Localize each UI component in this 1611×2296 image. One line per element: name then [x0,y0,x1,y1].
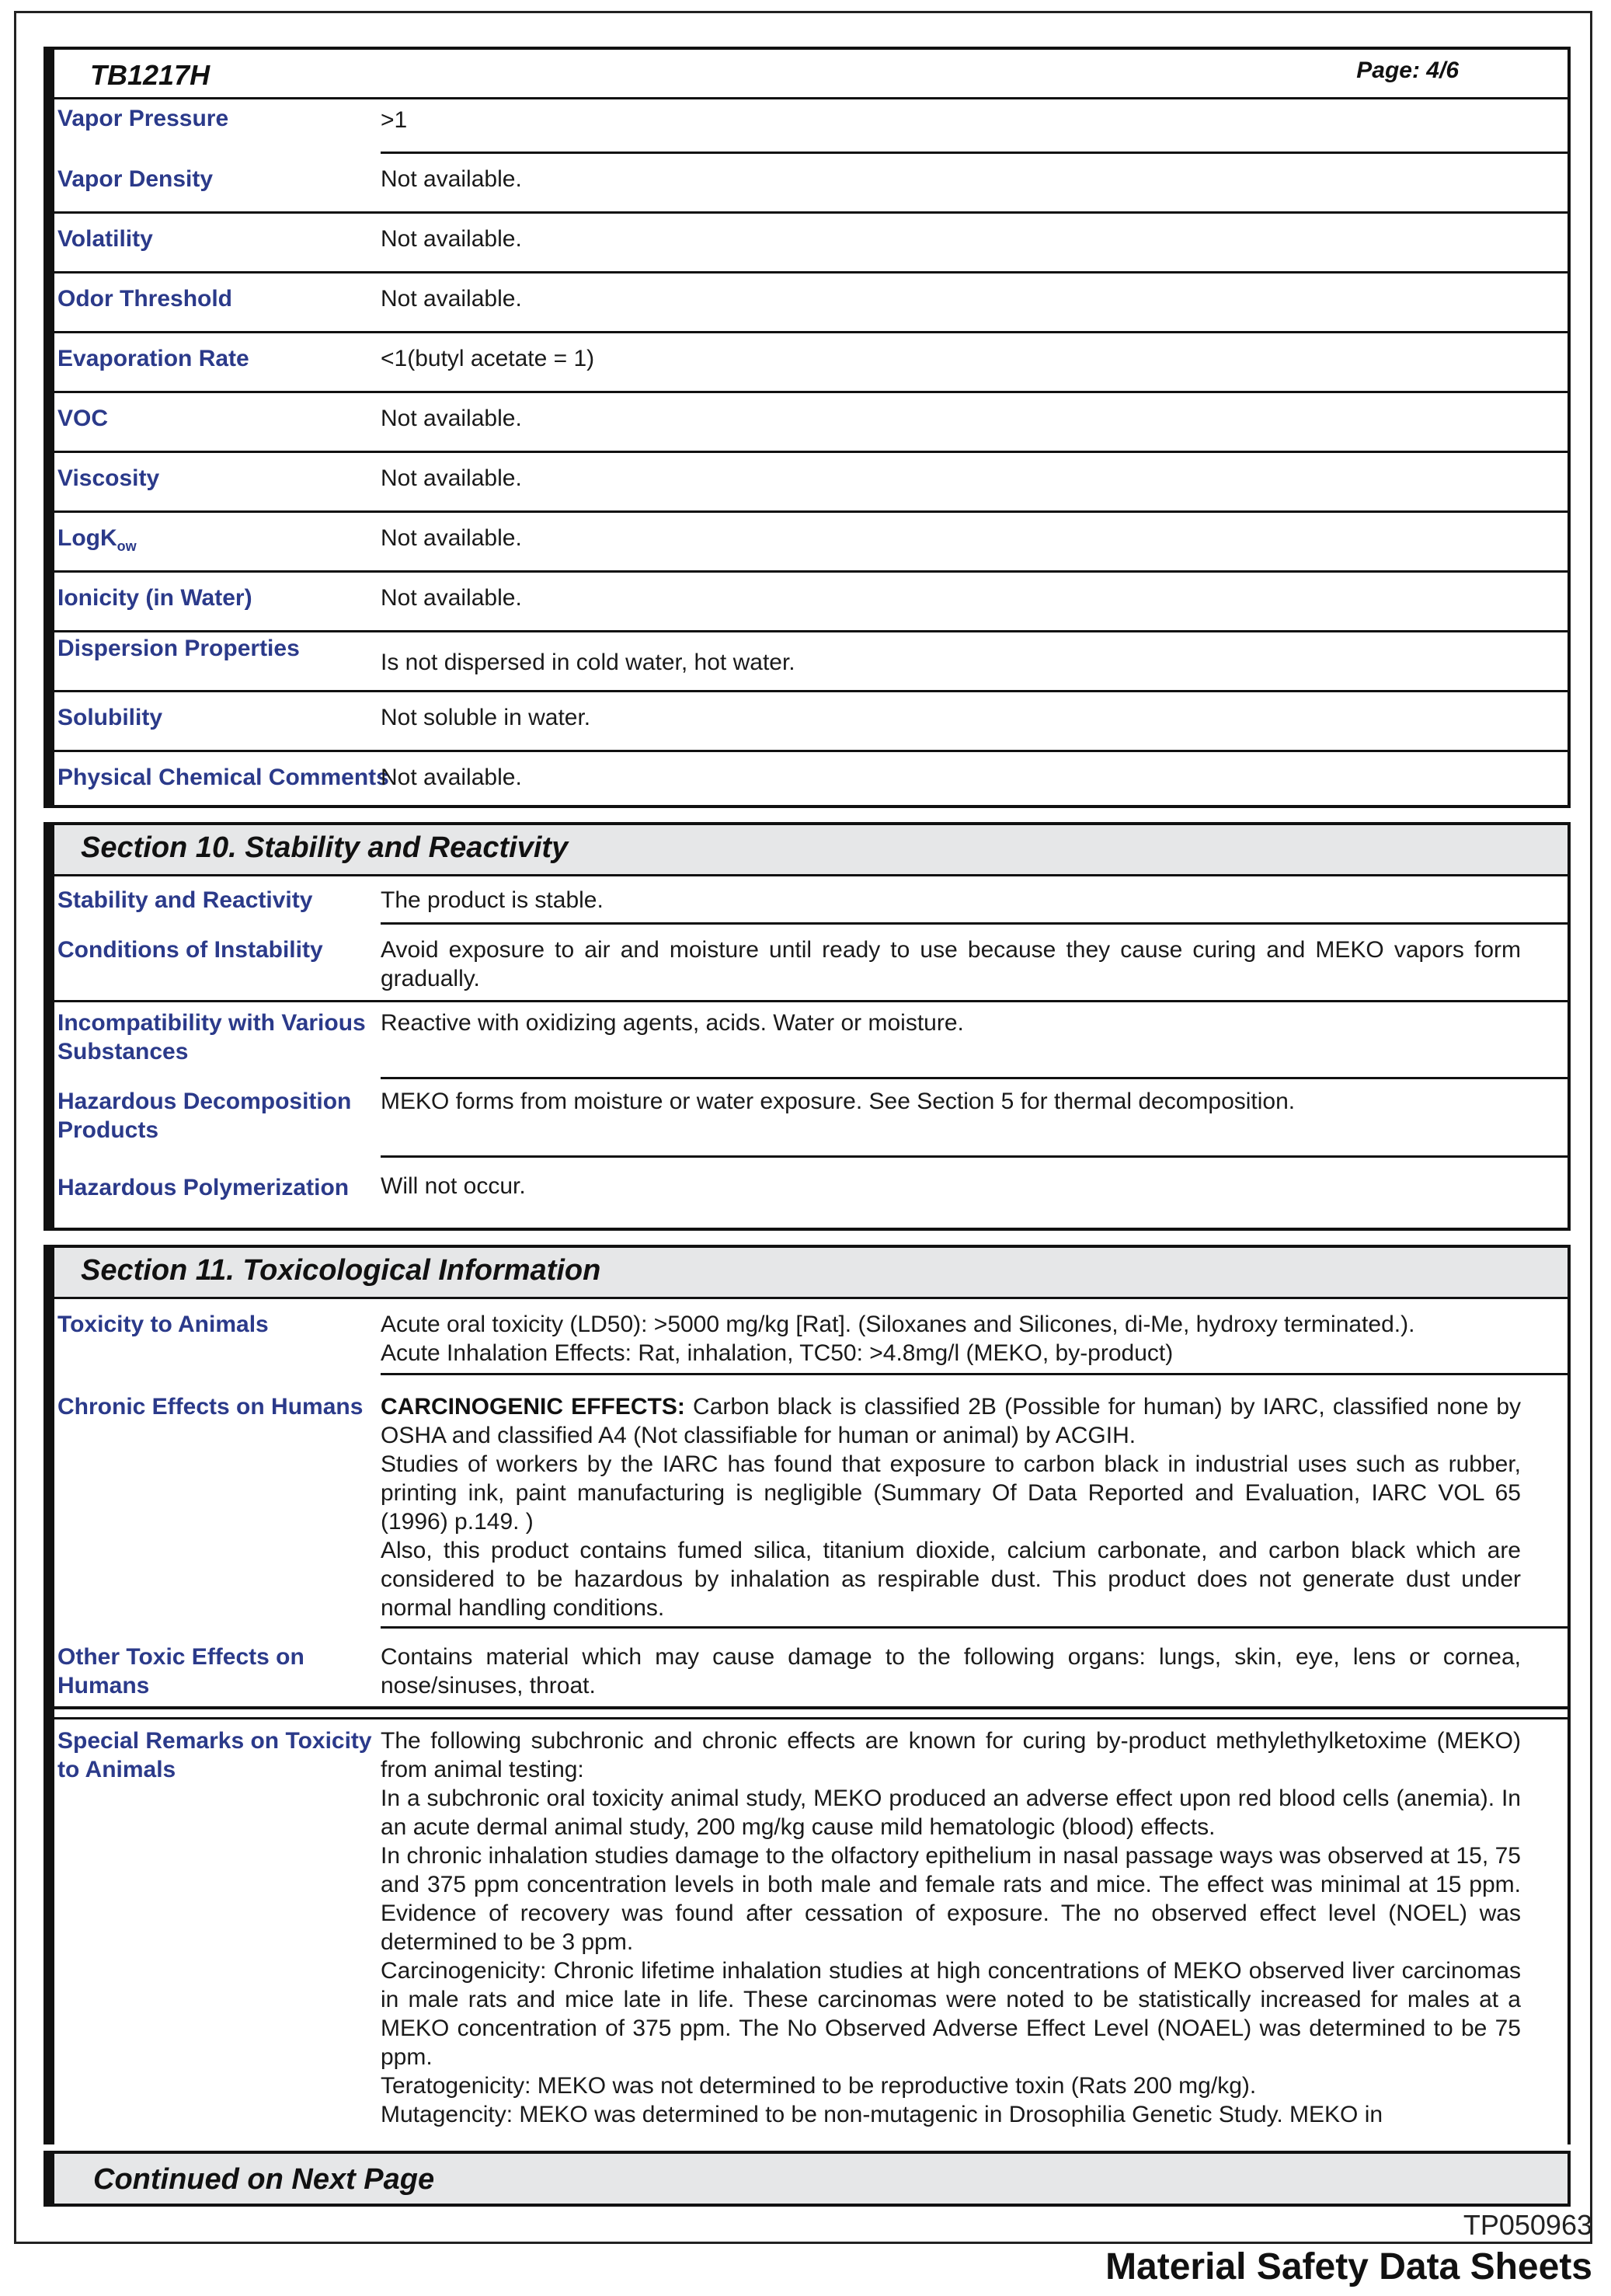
row-value [381,1726,1521,2129]
row-value: Will not occur. [381,1173,526,1199]
row-label: Dispersion Properties [57,636,300,661]
row-value: Not available. [381,585,522,611]
row-value: The product is stable. [381,887,604,913]
acute-oral-toxicity: Acute oral toxicity (LD50): >5000 mg/kg [Rat]. (Siloxanes and Silicones, di-Me, hydroxy terminated.). [381,1312,1415,1337]
row-value: Not available. [381,166,522,192]
acute-inhalation-effects: Acute Inhalation Effects: Rat, inhalation, TC50: >4.8mg/l (MEKO, by-product) [381,1340,1174,1366]
row-value: >1 [381,107,408,133]
section-11-header [54,1248,1568,1299]
table-row [54,632,1568,692]
row-value: Not available. [381,765,522,790]
chronic-inhalation-study: In chronic inhalation studies damage to the olfactory epithelium in nasal passage ways was observed at 15, 75 and 375 ppm concentration levels in both male and female rats and mice. The effect was minimal at 15 ppm. Evidence of recovery was found after cessation of exposure. The no observed effect level (NOEL) was determined to be 3 ppm. [381,1843,1521,1955]
table-row [54,333,1568,393]
document-id: TB1217H [90,59,211,91]
footer-title: Material Safety Data Sheets [1105,2246,1592,2287]
section-10-block [43,822,1571,1231]
row-value: Not soluble in water. [381,705,591,730]
physical-properties-block [43,47,1571,808]
carcinogenic-text: Carbon black is classified 2B (Possible for human) by IARC, classified none by OSHA and classified A4 (Not classifiable for human or animal) by ACGIH. [381,1394,1522,1448]
meko-intro: The following subchronic and chronic effects are known for curing by-product methylethylketoxime (MEKO) from animal testing: [381,1728,1521,1782]
table-row [54,1709,1568,2148]
continued-bar [43,2151,1571,2207]
section-10-header [54,825,1568,876]
row-label [57,524,376,561]
table-row [54,1158,1568,1228]
table-row [54,99,1568,154]
row-value [381,1392,1521,1622]
row-label: Hazardous Polymerization [57,1175,350,1200]
row-value: Not available. [381,525,522,551]
row-label: Volatility [57,226,153,252]
section-10-title: Section 10. Stability and Reactivity [81,831,569,864]
row-label: Ionicity (in Water) [57,585,252,611]
row-value [381,1310,1521,1367]
row-value: Not available. [381,286,522,312]
teratogenicity-note: Teratogenicity: MEKO was not determined to be reproductive toxin (Rats 200 mg/kg). [381,2073,1257,2099]
row-label: Solubility [57,705,162,730]
row-value: Avoid exposure to air and moisture until ready to use because they cause curing and MEKO vapors form gradually. [381,937,1521,991]
table-row [54,573,1568,632]
row-value: <1(butyl acetate = 1) [381,346,595,371]
row-label: Conditions of Instability [57,937,323,963]
table-row [54,214,1568,273]
row-label: Chronic Effects on Humans [57,1394,364,1420]
row-label: Other Toxic Effects on Humans [57,1644,304,1698]
row-label: Vapor Pressure [57,106,229,131]
table-row [54,925,1568,1002]
table-row [54,1079,1568,1158]
table-row [54,752,1568,808]
row-value: Not available. [381,465,522,491]
row-label: Vapor Density [57,166,214,192]
row-label: Physical Chemical Comments [57,765,389,790]
respirable-dust-note: Also, this product contains fumed silica, titanium dioxide, calcium carbonate, and carbon black which are considered to be hazardous by inhalation as respirable dust. This product does not generate dust under normal handling conditions. [381,1538,1521,1621]
table-row [54,692,1568,752]
table-row [54,513,1568,573]
document-code: TP050963 [1463,2209,1592,2241]
table-row [54,1299,1568,1375]
row-label: Odor Threshold [57,286,232,312]
section-11-title: Section 11. Toxicological Information [81,1254,601,1287]
row-divider [54,1717,1568,1719]
logk-subscript: ow [117,538,137,554]
carcinogenicity-study: Carcinogenicity: Chronic lifetime inhalation studies at high concentrations of MEKO observed liver carcinomas in male rats and mice late in life. These carcinomas were noted to be statistically increased for males at a MEKO concentration of 375 ppm. The No Observed Adverse Effect Level (NOAEL) was determined to be 75 ppm. [381,1958,1521,2070]
iarc-studies: Studies of workers by the IARC has found that exposure to carbon black in industrial uses such as rubber, printing ink, paint manufacturing is negligible (Summary Of Data Reported and Evaluation, IARC VOL 65 (1996) p.149. ) [381,1451,1521,1535]
row-value: Contains material which may cause damage to the following organs: lungs, skin, eye, lens or cornea, nose/sinuses, throat. [381,1644,1521,1698]
carcinogenic-lead: CARCINOGENIC EFFECTS: [381,1394,685,1420]
row-label: Incompatibility with Various Substances [57,1010,366,1064]
table-row [54,273,1568,333]
row-value: Reactive with oxidizing agents, acids. Water or moisture. [381,1010,964,1036]
row-label: VOC [57,406,109,431]
table-row [54,1002,1568,1079]
table-row [54,1375,1568,1629]
carcinogenic-effects [381,1392,1521,1450]
subchronic-study: In a subchronic oral toxicity animal study, MEKO produced an adverse effect upon red blood cells (anemia). In an acute dermal animal study, 200 mg/kg cause mild hematologic (blood) effects. [381,1786,1521,1840]
row-value: Not available. [381,226,522,252]
table-row [54,876,1568,925]
table-row [54,453,1568,513]
row-label: Special Remarks on Toxicity to Animals [57,1728,372,1782]
mutagenicity-note: Mutagencity: MEKO was determined to be non-mutagenic in Drosophilia Genetic Study. MEKO in [381,2102,1383,2127]
continued-label: Continued on Next Page [93,2163,435,2196]
section-11-block [43,1245,1571,2144]
table-row [54,154,1568,214]
document-header [54,50,1568,99]
row-value: MEKO forms from moisture or water exposure. See Section 5 for thermal decomposition. [381,1089,1296,1114]
table-row [54,393,1568,453]
row-value: Is not dispersed in cold water, hot water. [381,650,795,675]
logk-label: LogK [57,525,117,551]
row-value: Not available. [381,406,522,431]
row-label: Stability and Reactivity [57,887,313,913]
table-row [54,1629,1568,1709]
page-number: Page: 4/6 [1356,57,1459,83]
row-label: Evaporation Rate [57,346,249,371]
row-label: Hazardous Decomposition Products [57,1089,352,1143]
row-label: Viscosity [57,465,160,491]
row-label: Toxicity to Animals [57,1312,269,1337]
